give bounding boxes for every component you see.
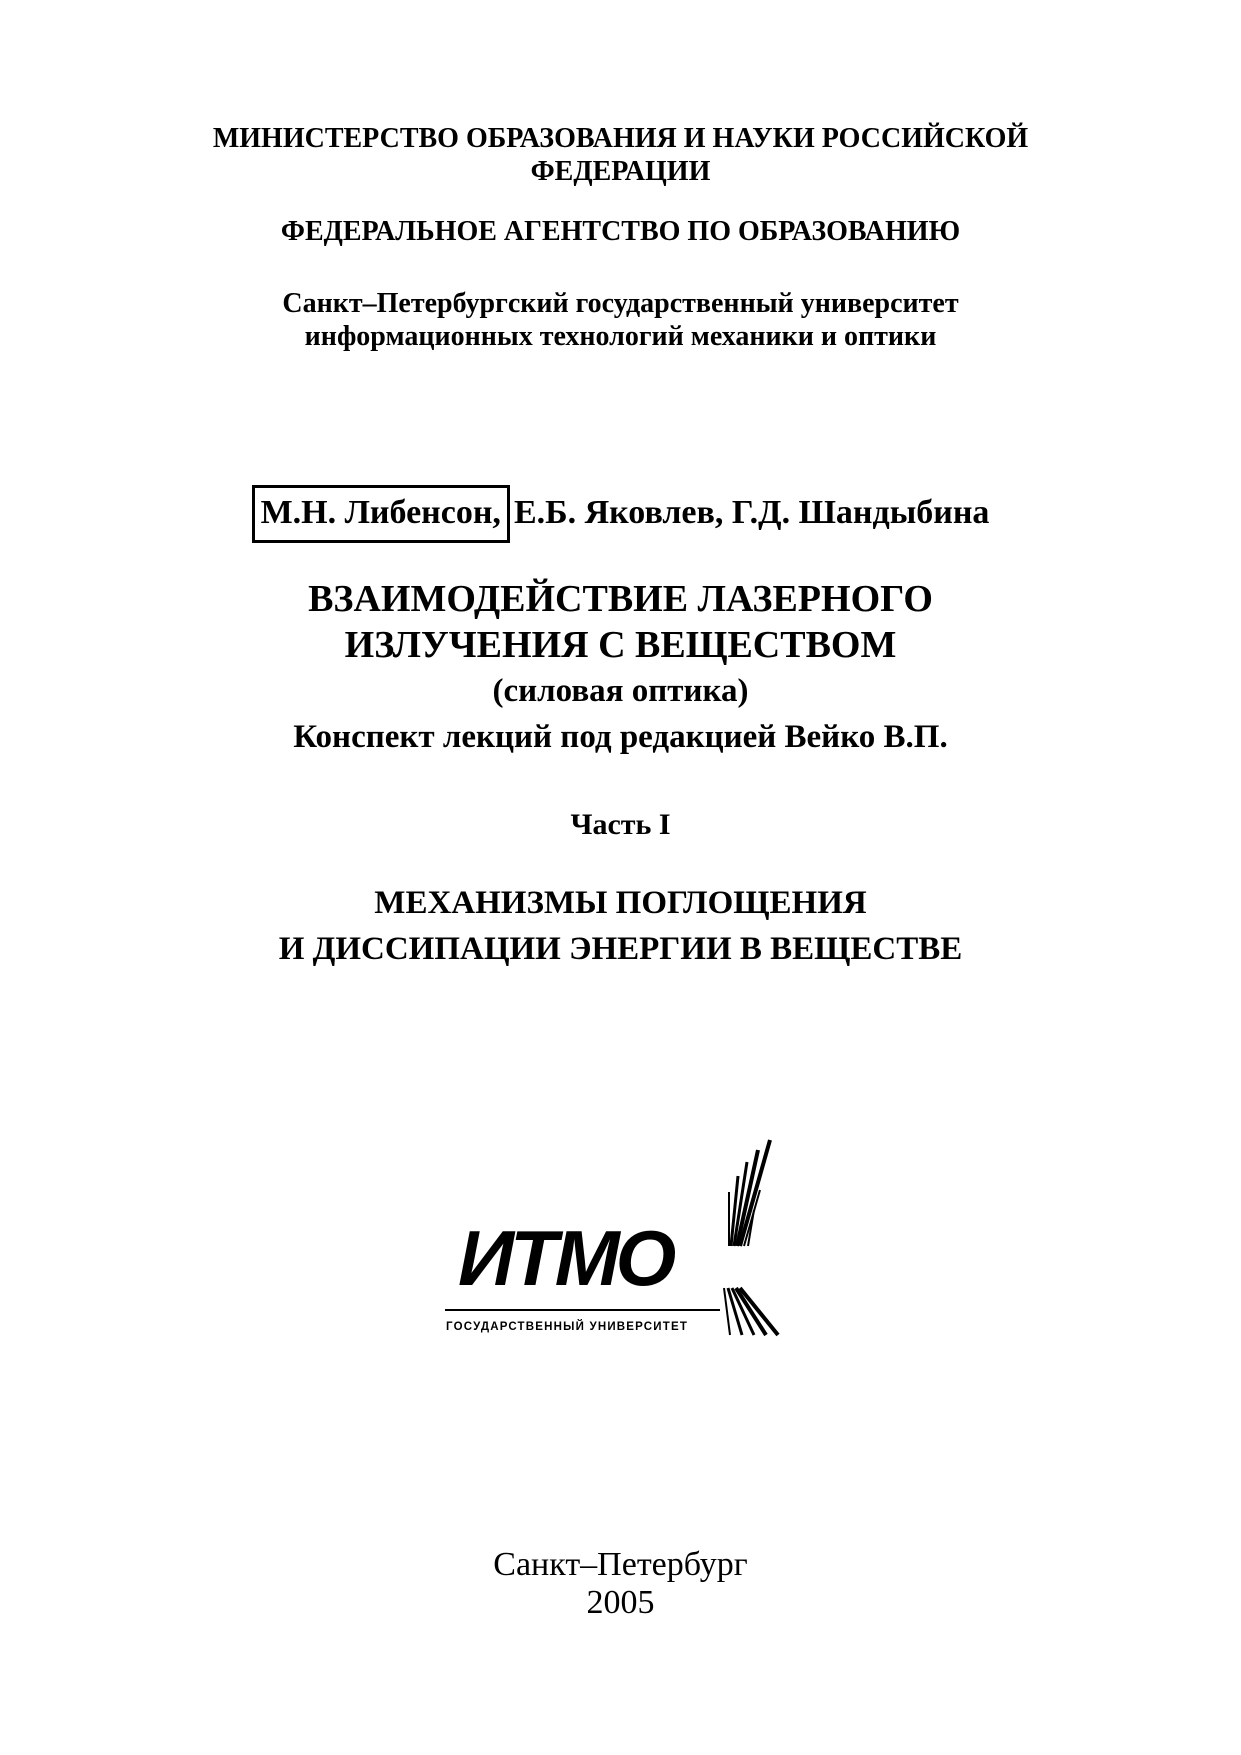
editor-note: Конспект лекций под редакцией Вейко В.П. bbox=[293, 719, 948, 755]
title-line-2: ИЗЛУЧЕНИЯ С ВЕЩЕСТВОМ bbox=[344, 624, 897, 666]
title-line-1: ВЗАИМОДЕЙСТВИЕ ЛАЗЕРНОГО bbox=[308, 578, 933, 620]
agency-name: ФЕДЕРАЛЬНОЕ АГЕНТСТВО ПО ОБРАЗОВАНИЮ bbox=[280, 216, 961, 247]
authors-rest: Е.Б. Яковлев, Г.Д. Шандыбина bbox=[513, 494, 990, 531]
itmo-logo bbox=[440, 1120, 820, 1340]
author-boxed: М.Н. Либенсон, bbox=[252, 485, 510, 543]
university-line-1: Санкт–Петербургский государственный университет bbox=[282, 288, 959, 319]
part-label: Часть I bbox=[570, 808, 671, 841]
logo-caption: ГОСУДАРСТВЕННЫЙ УНИВЕРСИТЕТ bbox=[446, 1321, 689, 1333]
authors-line bbox=[0, 485, 1241, 543]
university-line-2: информационных технологий механики и оптики bbox=[304, 321, 937, 352]
ministry-line-2: ФЕДЕРАЦИИ bbox=[530, 156, 711, 187]
rays-bottom-icon bbox=[724, 1288, 778, 1335]
part-name-line-1: МЕХАНИЗМЫ ПОГЛОЩЕНИЯ bbox=[374, 885, 867, 921]
logo-wordmark: ИТМО bbox=[458, 1214, 673, 1302]
ministry-line-1: МИНИСТЕРСТВО ОБРАЗОВАНИЯ И НАУКИ РОССИЙСКОЙ bbox=[212, 123, 1029, 154]
part-name-line-2: И ДИССИПАЦИИ ЭНЕРГИИ В ВЕЩЕСТВЕ bbox=[278, 931, 963, 967]
subtitle: (силовая оптика) bbox=[492, 673, 749, 709]
city: Санкт–Петербург bbox=[493, 1546, 748, 1583]
year: 2005 bbox=[586, 1584, 655, 1621]
rays-top-icon bbox=[729, 1140, 770, 1246]
